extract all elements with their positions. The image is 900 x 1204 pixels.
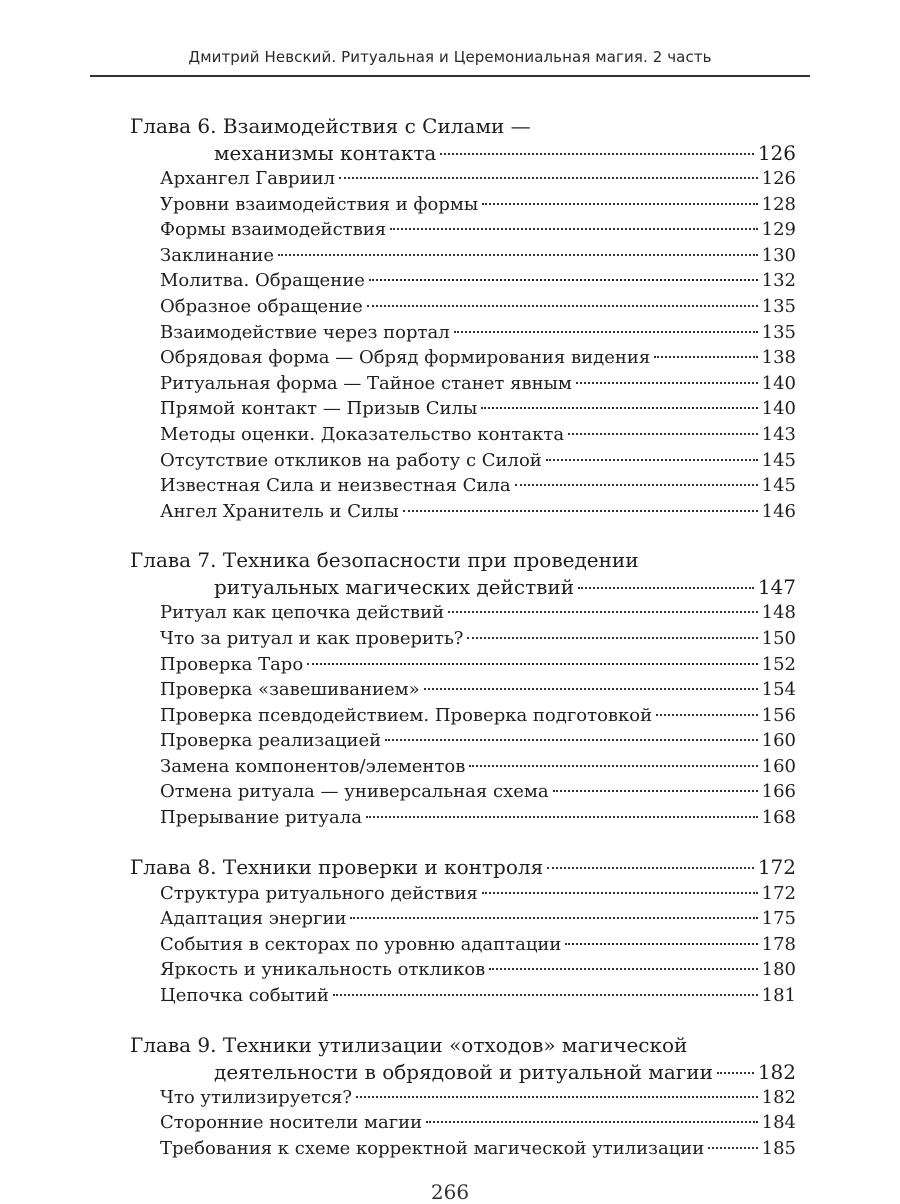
toc-entry [130,600,796,626]
entry-page-number: 128 [761,193,796,215]
entry-page-number: 160 [761,730,796,752]
entry-page-number: 145 [761,449,796,471]
toc-entry [130,396,796,422]
toc-entry [130,217,796,243]
dot-leader [481,407,757,409]
dot-leader [482,892,758,894]
entry-page-number: 140 [761,372,796,394]
dot-leader [717,1072,754,1074]
entry-page-number: 145 [761,475,796,497]
entry-page-number: 166 [761,781,796,803]
entry-page-number: 156 [761,704,796,726]
entry-page-number: 132 [761,270,796,292]
toc-entry [130,268,796,294]
entry-page-number: 129 [761,219,796,241]
chapter-page-number: 182 [757,1059,796,1084]
entry-title: Отсутствие откликов на работу с Силой [160,449,542,471]
entry-page-number: 178 [761,933,796,955]
chapter-title-line1: Глава 6. Взаимодействия с Силами — [130,114,531,138]
entry-page-number: 148 [761,602,796,624]
entry-page-number: 146 [761,500,796,522]
toc-entry [130,422,796,448]
chapter-page-number: 172 [757,854,796,879]
toc-entry [130,754,796,780]
toc-entry [130,371,796,397]
entry-page-number: 160 [761,755,796,777]
dot-leader [654,356,757,358]
entry-title: Что утилизируется? [160,1086,353,1108]
entry-title: Ритуальная форма — Тайное станет явным [160,372,572,394]
toc-entry [130,473,796,499]
chapter-page-number: 147 [757,575,796,600]
dot-leader [278,254,758,256]
toc-entry [130,294,796,320]
entry-page-number: 138 [761,347,796,369]
entry-title: Известная Сила и неизвестная Сила [160,475,511,497]
toc-entry [130,677,796,703]
toc-entry [130,166,796,192]
chapter-9 [130,1031,796,1162]
entry-title: Обрядовая форма — Обряд формирования видения [160,347,651,369]
header-divider [90,75,810,77]
entry-title: Проверка «завешиванием» [160,679,420,701]
entry-title: Яркость и уникальность откликов [160,959,486,981]
entry-title: Ангел Хранитель и Силы [160,500,399,522]
dot-leader [578,587,754,589]
toc-entry [130,728,796,754]
toc-entry [130,957,796,983]
dot-leader [565,943,757,945]
chapter-7 [130,546,796,830]
toc-entry [130,192,796,218]
entry-title: Прямой контакт — Призыв Силы [160,398,478,420]
page-number: 266 [430,1180,470,1204]
chapter-page-number: 126 [757,141,796,165]
entry-page-number: 185 [761,1137,796,1159]
chapter-title-entry [130,140,796,166]
entry-title: Проверка псевдодействием. Проверка подготовкой [160,704,653,726]
entry-title: Проверка реализацией [160,730,382,752]
entry-page-number: 130 [761,244,796,266]
entry-page-number: 181 [761,985,796,1007]
toc-entry [130,243,796,269]
entry-title: Цепочка событий [160,985,329,1007]
entry-title: Требования к схеме корректной магической утилизации [160,1137,705,1159]
dot-leader [489,968,757,970]
toc-entry [130,320,796,346]
entry-title: Формы взаимодействия [160,219,387,241]
toc-entry [130,1110,796,1136]
entry-title: Адаптация энергии [160,908,347,930]
entry-title: Архангел Гавриил [160,168,336,189]
chapter-title-line2: механизмы контакта [214,141,437,165]
entry-title: Сторонние носители магии [160,1112,423,1134]
chapter-title: Глава 8. Техники проверки и контроля [130,854,544,879]
entry-page-number: 150 [761,627,796,649]
entry-title: Методы оценки. Доказательство контакта [160,423,565,445]
dot-leader [339,177,758,179]
dot-leader [366,816,758,818]
dot-leader [367,305,758,307]
dot-leader [403,510,758,512]
dot-leader [426,1121,758,1123]
chapter-title-line1: Глава 9. Техники утилизации «отходов» магической [130,1032,688,1057]
dot-leader [448,611,758,613]
dot-leader [356,1096,758,1098]
entry-title: События в секторах по уровню адаптации [160,933,562,955]
toc-entry [130,626,796,652]
dot-leader [385,739,757,741]
dot-leader [568,433,758,435]
entry-title: Образное обращение [160,295,363,317]
chapter-title-entry [130,853,796,881]
dot-leader [553,790,758,792]
toc-entry [130,345,796,371]
entry-title: Прерывание ритуала [160,807,362,829]
toc-entry [130,779,796,805]
toc-entry [130,703,796,729]
dot-leader [390,228,758,230]
entry-title: Ритуал как цепочка действий [160,602,445,624]
entry-page-number: 180 [761,959,796,981]
entry-page-number: 172 [761,882,796,904]
toc-entry [130,1136,796,1162]
entry-page-number: 135 [761,295,796,317]
table-of-contents [130,112,796,1183]
dot-leader [307,663,757,665]
chapter-8 [130,853,796,1009]
dot-leader [547,867,754,869]
entry-page-number: 140 [761,398,796,420]
entry-title: Молитва. Обращение [160,270,365,292]
toc-entry [130,499,796,525]
toc-entry [130,448,796,474]
toc-entry [130,805,796,831]
chapter-title-line1: Глава 7. Техника безопасности при проведении [130,548,639,573]
toc-entry [130,881,796,907]
dot-leader [333,994,758,996]
dot-leader [708,1147,757,1149]
dot-leader [656,714,758,716]
entry-page-number: 168 [761,807,796,829]
running-header: Дмитрий Невский. Ритуальная и Церемониальная магия. 2 часть [188,48,712,66]
entry-page-number: 152 [761,653,796,675]
entry-page-number: 184 [761,1112,796,1134]
dot-leader [440,153,753,155]
entry-title: Заклинание [160,244,275,266]
toc-entry [130,932,796,958]
entry-title: Отмена ритуала — универсальная схема [160,781,549,803]
toc-entry [130,1085,796,1111]
dot-leader [454,331,758,333]
dot-leader [546,459,758,461]
chapter-title-entry [130,1059,796,1085]
toc-entry [130,983,796,1009]
entry-page-number: 135 [761,321,796,343]
entry-page-number: 175 [761,908,796,930]
chapter-6 [130,112,796,524]
entry-title: Уровни взаимодействия и формы [160,193,479,215]
chapter-title-line2: деятельности в обрядовой и ритуальной магии [214,1059,713,1084]
entry-title: Структура ритуального действия [160,882,478,904]
dot-leader [482,203,757,205]
dot-leader [424,688,758,690]
entry-title: Что за ритуал и как проверить? [160,627,464,649]
dot-leader [467,637,757,639]
entry-page-number: 126 [761,168,796,189]
chapter-title-line2: ритуальных магических действий [214,575,575,600]
chapter-title-entry [130,574,796,600]
entry-page-number: 143 [761,423,796,445]
toc-entry [130,906,796,932]
entry-page-number: 182 [761,1086,796,1108]
dot-leader [350,917,757,919]
entry-title: Взаимодействие через портал [160,321,450,343]
entry-page-number: 154 [761,679,796,701]
entry-title: Замена компонентов/элементов [160,755,466,777]
dot-leader [469,765,757,767]
dot-leader [576,382,758,384]
entry-title: Проверка Таро [160,653,304,675]
toc-entry [130,652,796,678]
dot-leader [369,279,758,281]
dot-leader [515,484,758,486]
